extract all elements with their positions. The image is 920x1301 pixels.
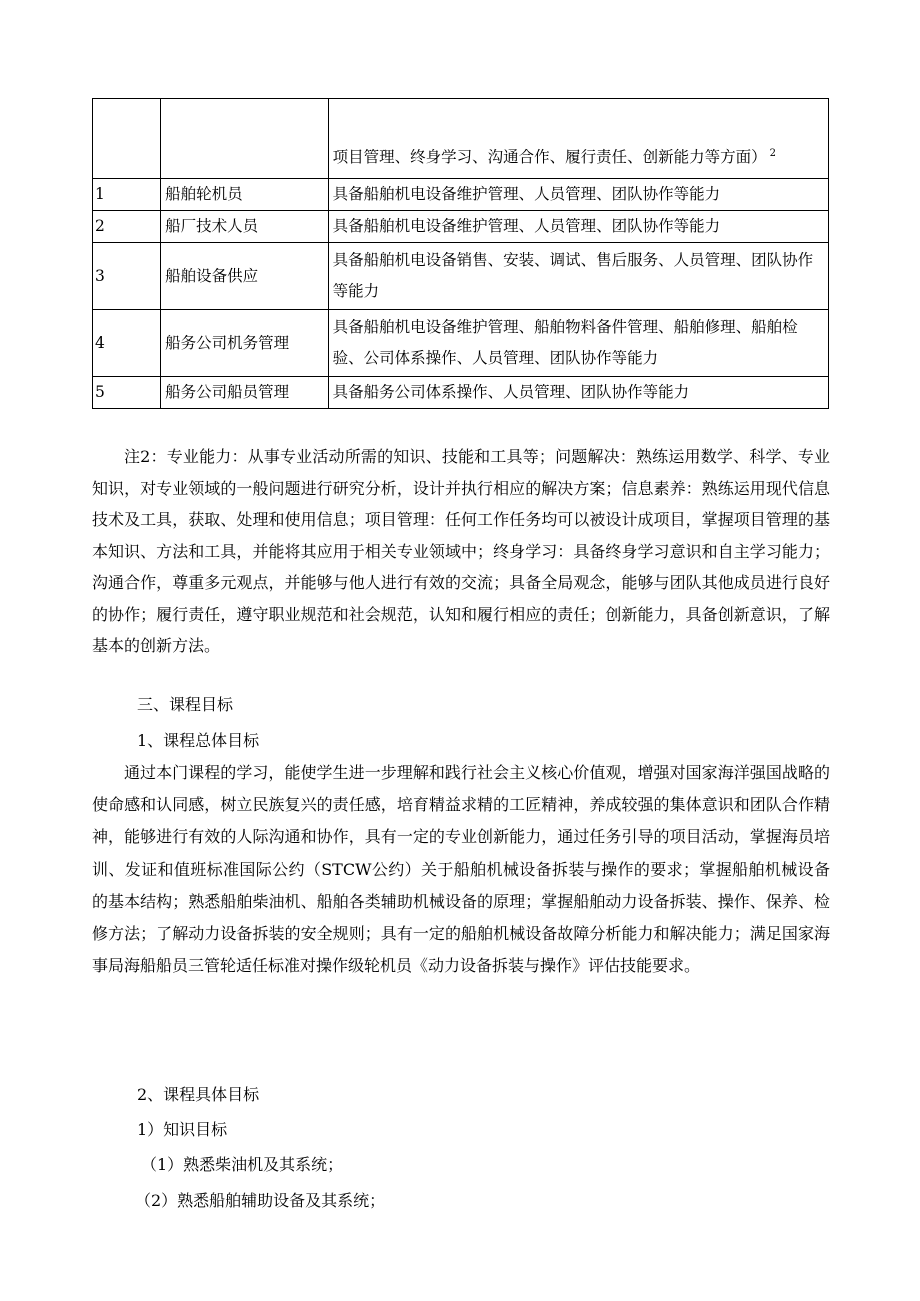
table-row xyxy=(93,99,829,179)
table-row xyxy=(93,310,829,377)
footnote-marker: 2 xyxy=(769,147,777,159)
ability-text: 项目管理、终身学习、沟通合作、履行责任、创新能力等方面） xyxy=(332,148,767,166)
table-cell-num: 4 xyxy=(93,310,161,377)
table-row xyxy=(93,243,829,310)
career-ability-table xyxy=(92,98,829,409)
table-cell-ability: 具备船务公司体系操作、人员管理、团队协作等能力 xyxy=(328,377,828,409)
table-cell-ability: 具备船舶机电设备维护管理、船舶物料备件管理、船舶修理、船舶检验、公司体系操作、人员管理、团队协作等能力 xyxy=(328,310,828,377)
knowledge-item-1: （1）熟悉柴油机及其系统； xyxy=(141,1155,344,1174)
table-cell-job: 船厂技术人员 xyxy=(161,211,328,243)
table-cell-num: 3 xyxy=(93,243,161,310)
table-cell-job: 船舶设备供应 xyxy=(161,243,328,310)
table-cell-num xyxy=(93,99,161,179)
note-2-paragraph: 注2：专业能力：从事专业活动所需的知识、技能和工具等；问题解决：熟练运用数学、科学、专业知识，对专业领域的一般问题进行研究分析，设计并执行相应的解决方案；信息素养：熟练运用现代信息技术及工具，获取、处理和使用信息；项目管理：任何工作任务均可以被设计成项目，掌握项目管理的基本知识、方法和工具，并能将其应用于相关专业领域中；终身学习：具备终身学习意识和自主学习能力；沟通合作，尊重多元观点，并能够与他人进行有效的交流；具备全局观念，能够与团队其他成员进行良好的协作；履行责任，遵守职业规范和社会规范，认知和履行相应的责任；创新能力，具备创新意识，了解基本的创新方法。 xyxy=(92,447,830,655)
table-cell-ability: 具备船舶机电设备维护管理、人员管理、团队协作等能力 xyxy=(328,211,828,243)
table-cell-ability: 具备船舶机电设备维护管理、人员管理、团队协作等能力 xyxy=(328,179,828,211)
table-row xyxy=(93,377,829,409)
table-cell-job: 船务公司机务管理 xyxy=(161,310,328,377)
table-cell-job xyxy=(161,99,328,179)
knowledge-goal-heading: 1）知识目标 xyxy=(137,1120,228,1139)
table-cell-num: 5 xyxy=(93,377,161,409)
subsection-2-heading: 2、课程具体目标 xyxy=(137,1085,260,1104)
table-cell-num: 1 xyxy=(93,179,161,211)
subsection-1-heading: 1、课程总体目标 xyxy=(137,731,260,750)
table-cell-ability: 具备船舶机电设备销售、安装、调试、售后服务、人员管理、团队协作等能力 xyxy=(328,243,828,310)
overall-goal-paragraph: 通过本门课程的学习，能使学生进一步理解和践行社会主义核心价值观，增强对国家海洋强国战略的使命感和认同感，树立民族复兴的责任感，培育精益求精的工匠精神，养成较强的集体意识和团队合作精神，能够进行有效的人际沟通和协作，具有一定的专业创新能力，通过任务引导的项目活动，掌握海员培训、发证和值班标准国际公约（STCW公约）关于船舶机械设备拆装与操作的要求；掌握船舶机械设备的基本结构；熟悉船舶柴油机、船舶各类辅助机械设备的原理；掌握船舶动力设备拆装、操作、保养、检修方法；了解动力设备拆装的安全规则；具有一定的船舶机械设备故障分析能力和解决能力；满足国家海事局海船船员三管轮适任标准对操作级轮机员《动力设备拆装与操作》评估技能要求。 xyxy=(92,763,830,976)
table-row xyxy=(93,179,829,211)
section-3-heading: 三、课程目标 xyxy=(137,695,234,714)
knowledge-item-2: （2）熟悉船舶辅助设备及其系统； xyxy=(135,1191,386,1210)
table-cell-job: 船务公司船员管理 xyxy=(161,377,328,409)
table-row xyxy=(93,211,829,243)
table-cell-num: 2 xyxy=(93,211,161,243)
table-cell-job: 船舶轮机员 xyxy=(161,179,328,211)
table-cell-ability xyxy=(328,99,828,179)
